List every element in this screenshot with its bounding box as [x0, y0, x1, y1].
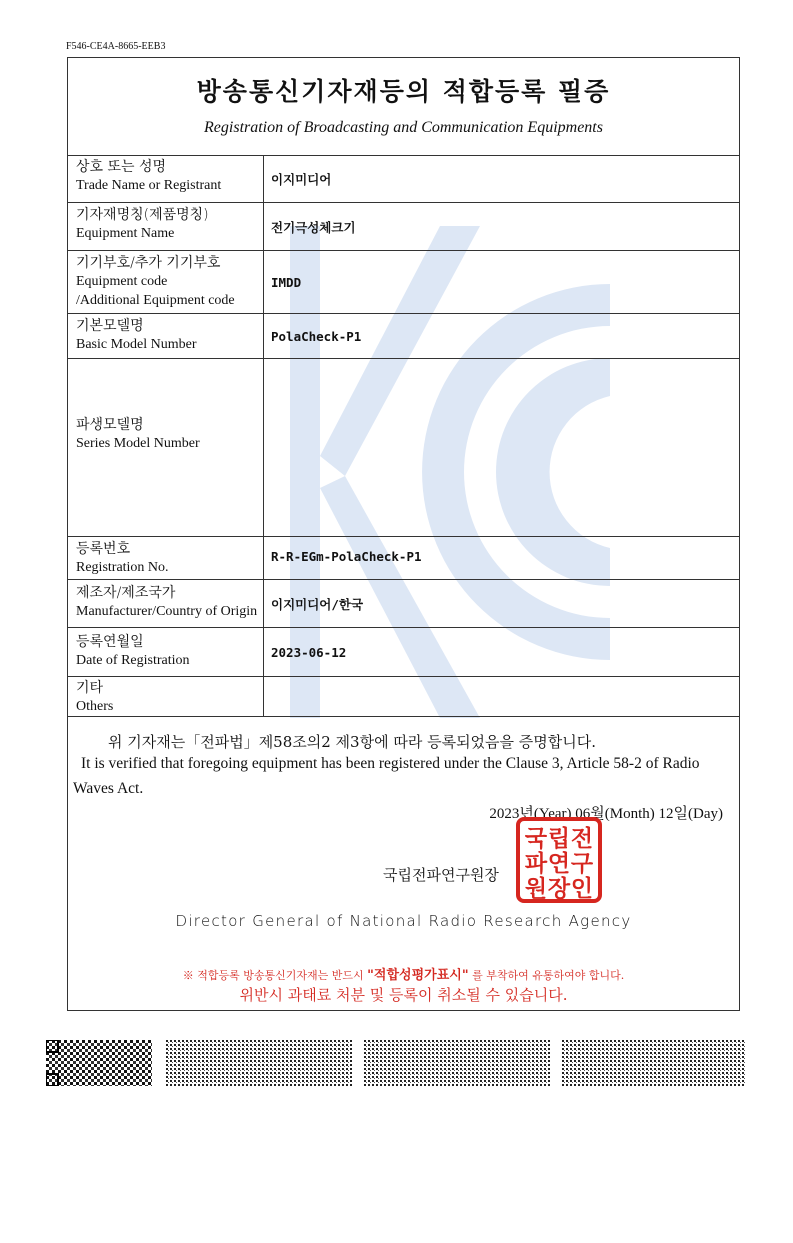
- svg-text:장: 장: [547, 876, 571, 902]
- barcode-icon: [166, 1040, 352, 1086]
- label-english: Registration No.: [76, 560, 169, 575]
- label-korean: 상호 또는 성명: [76, 159, 167, 175]
- label-english: Others: [76, 699, 114, 714]
- field-row-others: [68, 677, 739, 717]
- label-english-secondary: /Additional Equipment code: [76, 293, 235, 308]
- field-value: R-R-EGm-PolaCheck-P1: [271, 549, 422, 564]
- field-row-registration-date: [68, 628, 739, 677]
- field-label: [68, 155, 264, 202]
- notice-conformity-mark: "적합성평가표시": [367, 968, 469, 983]
- field-label: [68, 580, 264, 627]
- field-label: [68, 314, 264, 358]
- notice-prefix: ※ 적합등록 방송통신기자재는 반드시: [182, 969, 364, 982]
- document-code: F546-CE4A-8665-EEB3: [66, 41, 166, 52]
- label-korean: 등록번호: [76, 541, 131, 557]
- field-row-series-model: [68, 359, 739, 537]
- penalty-notice: 위반시 과태료 처분 및 등록이 취소될 수 있습니다.: [239, 986, 568, 1004]
- label-korean: 제조자/제조국가: [76, 585, 176, 601]
- notice-suffix: 를 부착하여 유통하여야 합니다.: [472, 969, 625, 982]
- qr-code-icon: [46, 1040, 152, 1086]
- svg-text:국: 국: [524, 826, 548, 852]
- certification-body: [68, 717, 739, 1012]
- field-value: 2023-06-12: [271, 644, 347, 660]
- label-english: Manufacturer/Country of Origin: [76, 604, 258, 619]
- label-korean: 등록연월일: [76, 634, 144, 650]
- certification-statement-korean: 위 기자재는「전파법」제58조의2 제3항에 따라 등록되었음을 증명합니다.: [108, 733, 597, 751]
- label-english: Equipment code: [76, 274, 168, 289]
- title-english: Registration of Broadcasting and Communication Equipments: [204, 119, 603, 136]
- certificate-frame: [67, 57, 740, 1011]
- field-value: 이지미디어/한국: [271, 596, 364, 612]
- field-label: [68, 677, 264, 716]
- field-value: IMDD: [271, 274, 302, 290]
- svg-text:전: 전: [570, 826, 594, 852]
- field-label: [68, 251, 264, 313]
- field-row-basic-model: [68, 314, 739, 359]
- svg-text:구: 구: [570, 851, 594, 877]
- field-row-manufacturer: [68, 580, 739, 628]
- issue-date: 2023년(Year) 06월(Month) 12일(Day): [489, 806, 723, 822]
- label-english: Basic Model Number: [76, 337, 197, 352]
- label-korean: 기자재명칭(제품명칭): [76, 207, 209, 223]
- label-english: Trade Name or Registrant: [76, 178, 222, 193]
- svg-text:인: 인: [570, 876, 594, 902]
- field-value: PolaCheck-P1: [271, 328, 362, 344]
- label-english: Date of Registration: [76, 653, 190, 668]
- field-label: [68, 203, 264, 250]
- barcode-icon: [562, 1040, 746, 1086]
- labeling-notice: [68, 964, 739, 983]
- field-value: [264, 359, 739, 536]
- field-value: 이지미디어: [271, 171, 332, 187]
- field-label: [68, 537, 264, 579]
- director-title-english: Director General of National Radio Research Agency: [175, 912, 632, 930]
- svg-text:립: 립: [547, 826, 571, 852]
- svg-text:연: 연: [547, 851, 571, 877]
- title-block: [68, 58, 739, 156]
- certification-statement-english: It is verified that foregoing equipment has been registered under the Clause 3, Article 58-2 of Radio Waves Act.: [73, 755, 700, 797]
- label-korean: 기본모델명: [76, 318, 144, 334]
- label-korean: 파생모델명: [76, 417, 144, 433]
- svg-text:원: 원: [524, 876, 548, 902]
- field-label: [68, 359, 264, 536]
- label-korean: 기타: [76, 680, 104, 696]
- field-row-trade-name: [68, 155, 739, 203]
- label-korean: 기기부호/추가 기기부호: [76, 255, 221, 271]
- field-label: [68, 628, 264, 676]
- svg-text:파: 파: [524, 851, 548, 877]
- official-seal-icon: [516, 817, 602, 903]
- field-row-registration-no: [68, 537, 739, 580]
- field-row-equipment-code: [68, 251, 739, 314]
- field-value: 전기극성체크기: [271, 219, 356, 235]
- label-english: Equipment Name: [76, 226, 175, 241]
- title-korean: 방송통신기자재등의 적합등록 필증: [196, 77, 611, 106]
- field-row-equipment-name: [68, 203, 739, 251]
- director-title-korean: 국립전파연구원장: [383, 866, 499, 884]
- label-english: Series Model Number: [76, 436, 200, 451]
- barcode-icon: [364, 1040, 550, 1086]
- barcode-strip: [46, 1040, 746, 1088]
- field-value: [264, 677, 739, 716]
